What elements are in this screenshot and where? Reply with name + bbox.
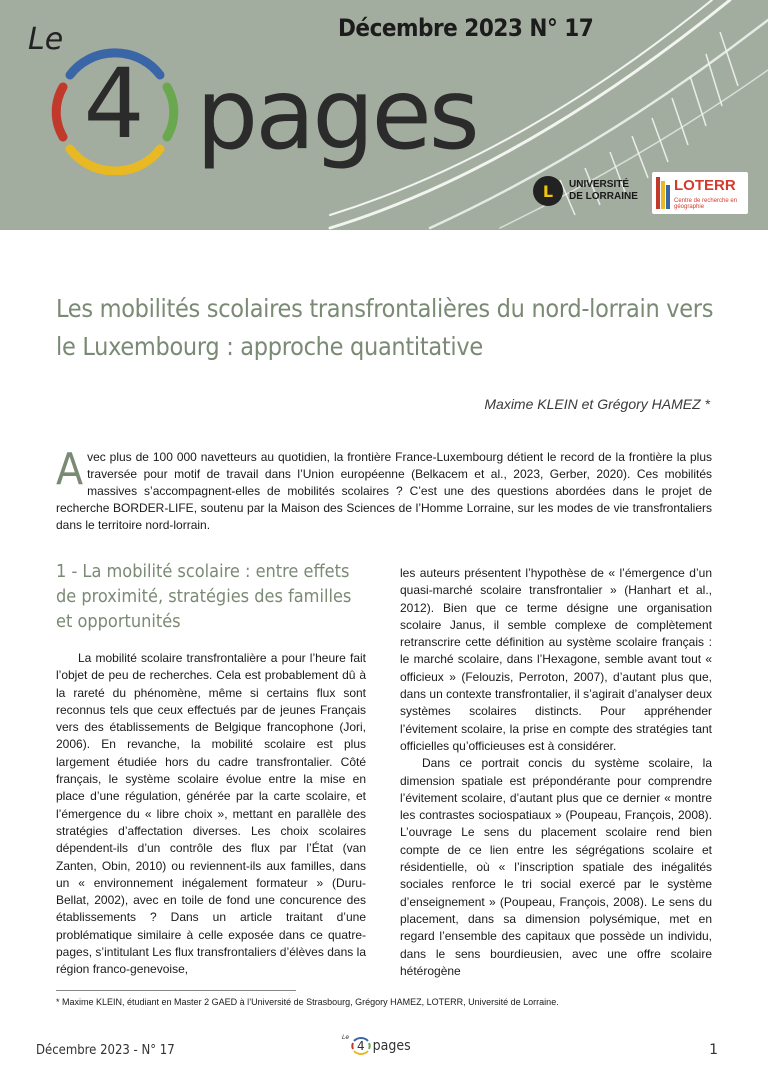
intro-paragraph — [56, 444, 712, 534]
logo-word: pages — [196, 58, 477, 172]
page-number: 1 — [709, 1042, 718, 1058]
ul-logo-text: UNIVERSITÉ DE LORRAINE — [569, 179, 638, 202]
article-title: Les mobilités scolaires transfrontalières du nord-lorrain vers le Luxembourg : approche quantitative — [56, 294, 714, 361]
footer-logo-word: pages — [372, 1038, 411, 1054]
right-column — [400, 565, 712, 980]
footer-issue: Décembre 2023 - N° 17 — [36, 1043, 175, 1058]
left-column — [56, 650, 366, 979]
logo-le: Le — [28, 22, 64, 57]
article-authors: Maxime KLEIN et Grégory HAMEZ * — [484, 396, 710, 412]
universite-lorraine-logo — [533, 176, 638, 206]
ul-mark-icon: L — [533, 176, 563, 206]
logo-number: 4 — [83, 48, 145, 160]
section-heading: 1 - La mobilité scolaire : entre effets de proximité, stratégies des familles et opportunités — [56, 561, 352, 632]
footnote-divider — [56, 990, 296, 991]
loterr-logo — [652, 172, 748, 214]
intro-text: vec plus de 100 000 navetteurs au quotidien, la frontière France-Luxembourg détient le record de la frontière la plus traversée pour motif de travail dans l’Union européenne (Belkacem et al., 2023, Gerber, 2020). Ces mobilités massives s’accompagnent-elles de mobilités scolaires ? C’est une des questions abordées dans le projet de recherche BORDER-LIFE, soutenu par la Maison des Sciences de l’Homme Lorraine, sur les modes de vie transfrontaliers dans le territoire nord-lorrain. — [56, 450, 712, 532]
footnote: * Maxime KLEIN, étudiant en Master 2 GAED à l’Université de Strasbourg, Grégory HAMEZ, LOTERR, Université de Lorraine. — [56, 997, 559, 1007]
header-banner — [0, 0, 768, 230]
loterr-bars-icon — [656, 177, 672, 209]
issue-label: Décembre 2023 N° 17 — [338, 14, 594, 42]
paragraph: La mobilité scolaire transfrontalière a pour l’heure fait l’objet de peu de recherches. Cela est probablement dû à la rareté du phénomène, même si certains flux sont reconnus tels que ceux effectués par de jeunes Français vers des établissements de Belgique francophone (Jori, 2006). En revanche, la mobilité scolaire est plus largement étudiée hors du cadre transfrontalier. Côté français, le système scolaire évolue entre la mise en place d’une régulation, générée par la carte scolaire, et l’émergence du « libre choix », mettant en parallèle des stratégies d’affectation diverses. Les choix scolaires dépendent-ils d’un contrôle des flux par l’État (van Zanten, Obin, 2010) ou reviennent-ils aux familles, dans un « environnement inégalement formateur » (Duru-Bellat, 2002), avec en toile de fond une concurence des établissements ? Dans un article traitant d’une problématique similaire à celle exposée dans ce quatre-pages, s’intitulant Les flux transfrontaliers d’élèves dans la région franco-genevoise, — [56, 651, 366, 977]
footer-logo — [342, 1034, 411, 1054]
loterr-name: LOTERR — [674, 177, 736, 194]
loterr-subtitle: Centre de recherche en géographie — [674, 198, 738, 210]
paragraph: les auteurs présentent l’hypothèse de « l’émergence d’un quasi-marché scolaire transfrontalier » (Hanhart et al., 2012). Bien que ce terme désigne une organisation scolaire Janus, il semble complexe de complètement retranscrire cette définition au système scolaire français : le marché scolaire, dans l’Hexagone, semble avant tout « officieux » (Felouzis, Perroton, 2007), d’autant plus que, dans un contexte transfrontalier, il s’agirait d’analyser deux systèmes scolaires distincts. Pour appréhender l’évitement scolaire, la prise en compte des stratégies tant officielles qu’officieuses est à considérer. — [400, 566, 712, 753]
paragraph: Dans ce portrait concis du système scolaire, la dimension spatiale est prépondérante pour comprendre l’évitement scolaire, d’autant plus que ce dernier « montre les contrastes sociospatiaux » (Poupeau, François, 2008). L’ouvrage Le sens du placement scolaire rend bien compte de ce lien entre les ségrégations scolaire et résidentielle, où « l’inscription spatiale des inégalités sociales renforce le tri social exercé par le système d’enseignement » (Poupeau, François, 2008). Le sens du placement, dans sa dimension polysémique, met en regard l’ensemble des capitaux que possède un individu, dans le sens bourdieusien, avec une offre scolaire hétérogène — [400, 756, 712, 978]
footer-logo-number: 4 — [357, 1039, 365, 1053]
footer-logo-ring-icon — [350, 1036, 372, 1056]
drop-cap: A — [56, 444, 84, 495]
footer-logo-le: Le — [342, 1034, 350, 1041]
